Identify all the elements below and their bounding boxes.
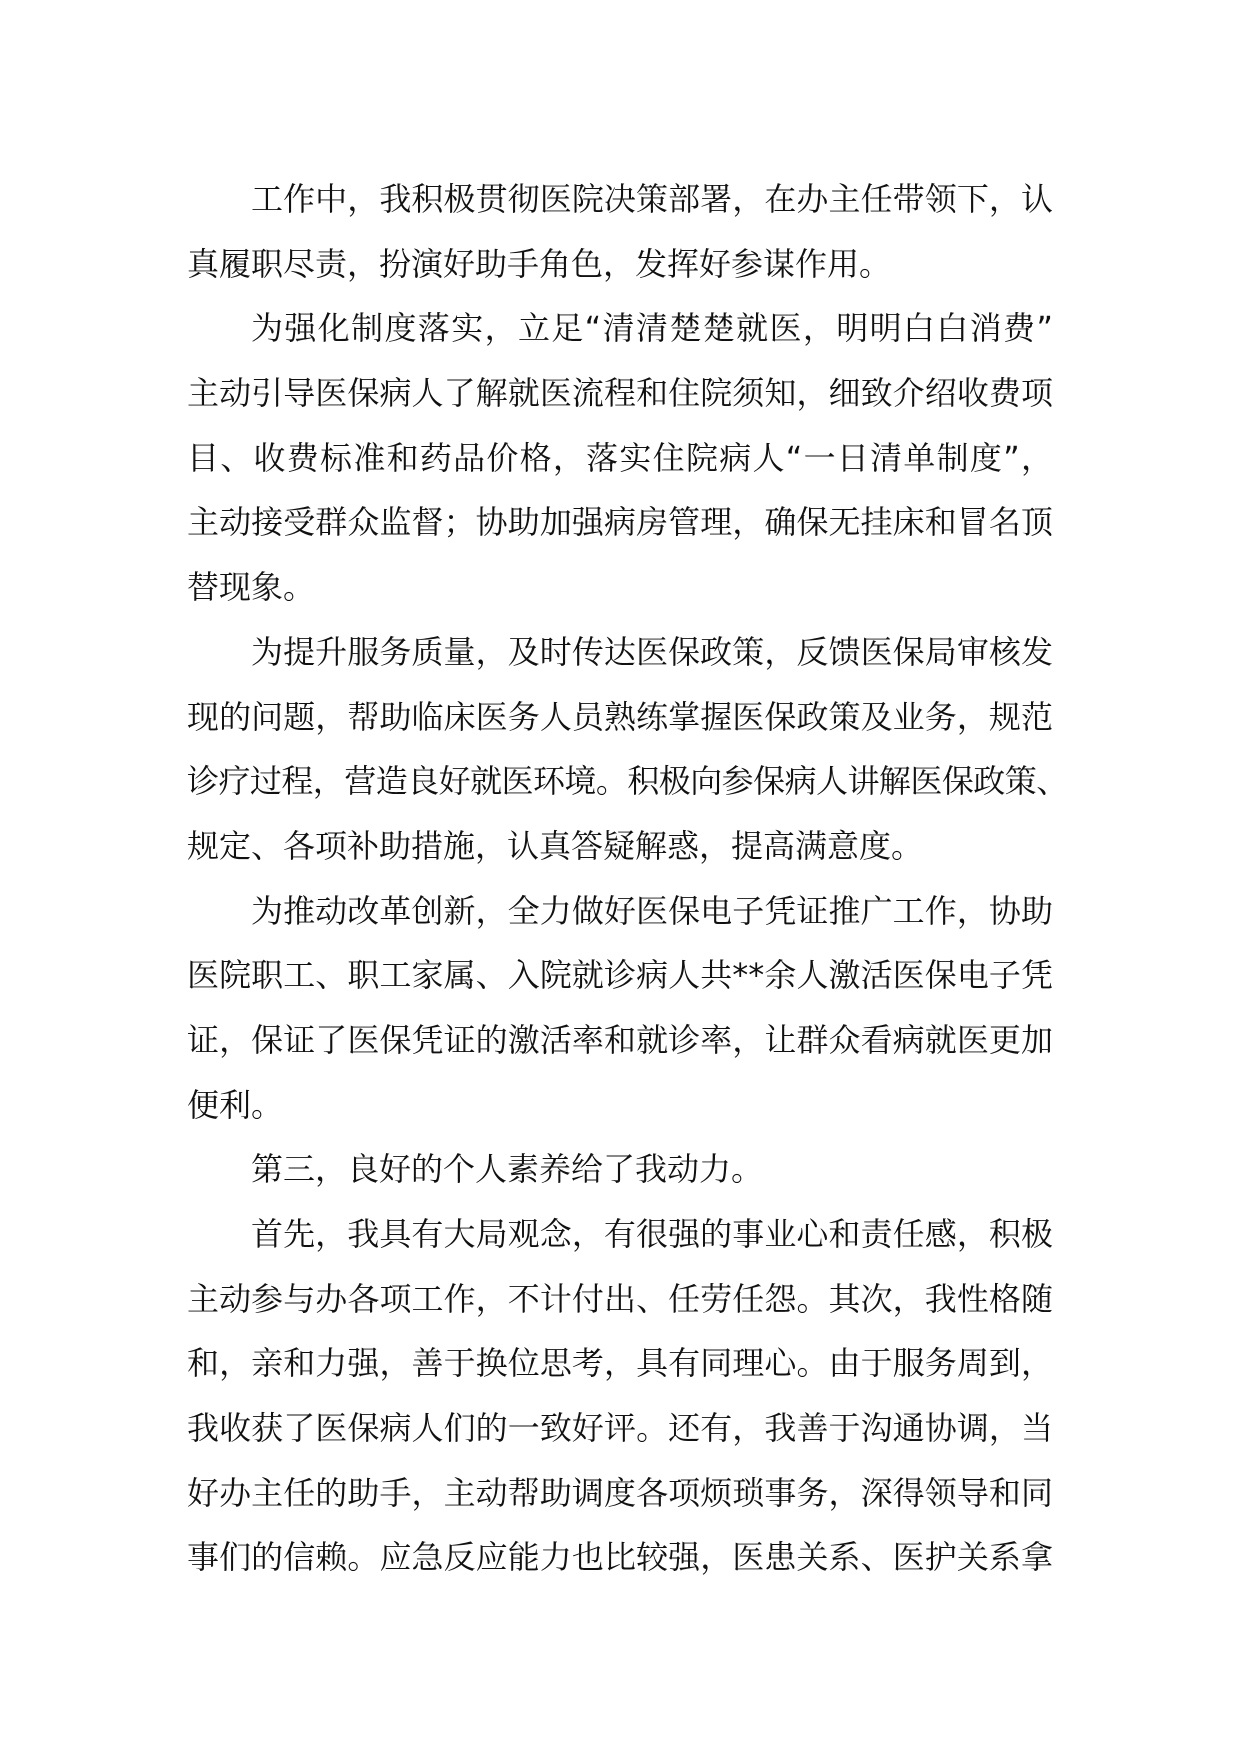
text-line: 规定、各项补助措施，认真答疑解惑，提高满意度。 bbox=[187, 826, 924, 865]
document-body bbox=[187, 167, 1067, 1590]
text-line: 目、收费标准和药品价格，落实住院病人“一日清单制度”， bbox=[187, 438, 1053, 477]
text-line: 替现象。 bbox=[187, 568, 316, 607]
text-line: 真履职尽责，扮演好助手角色，发挥好参谋作用。 bbox=[187, 244, 892, 283]
text-line: 好办主任的助手，主动帮助调度各项烦琐事务，深得领导和同 bbox=[187, 1473, 1053, 1512]
text-line: 主动接受群众监督；协助加强病房管理，确保无挂床和冒名顶 bbox=[187, 503, 1053, 542]
text-line: 证，保证了医保凭证的激活率和就诊率，让群众看病就医更加 bbox=[187, 1020, 1053, 1059]
paragraph-work-role bbox=[187, 167, 1053, 296]
text-line: 首先，我具有大局观念，有很强的事业心和责任感，积极 bbox=[251, 1215, 1053, 1253]
paragraph-reform-innovation bbox=[187, 879, 1053, 1138]
text-line: 医院职工、职工家属、入院就诊病人共**余人激活医保电子凭 bbox=[187, 956, 1053, 995]
text-line: 为推动改革创新，全力做好医保电子凭证推广工作，协助 bbox=[251, 891, 1053, 930]
text-line: 现的问题，帮助临床医务人员熟练掌握医保政策及业务，规范 bbox=[187, 697, 1053, 736]
text-line: 我收获了医保病人们的一致好评。还有，我善于沟通协调，当 bbox=[187, 1409, 1053, 1448]
text-line: 事们的信赖。应急反应能力也比较强，医患关系、医护关系拿 bbox=[187, 1538, 1053, 1577]
text-line: 工作中，我积极贯彻医院决策部署，在办主任带领下，认 bbox=[251, 180, 1053, 218]
text-line: 和，亲和力强，善于换位思考，具有同理心。由于服务周到， bbox=[187, 1344, 1053, 1383]
text-line: 为强化制度落实，立足“清清楚楚就医，明明白白消费” bbox=[251, 309, 1053, 348]
paragraph-section-heading bbox=[187, 1137, 1053, 1202]
text-line: 主动引导医保病人了解就医流程和住院须知，细致介绍收费项 bbox=[187, 374, 1053, 413]
paragraph-service-quality bbox=[187, 620, 1067, 879]
text-line: 便利。 bbox=[187, 1085, 284, 1124]
paragraph-personal-qualities bbox=[187, 1202, 1053, 1590]
paragraph-system-implementation bbox=[187, 296, 1053, 619]
text-line: 诊疗过程，营造良好就医环境。积极向参保病人讲解医保政策、 bbox=[187, 762, 1067, 801]
text-line: 主动参与办各项工作，不计付出、任劳任怨。其次，我性格随 bbox=[187, 1279, 1053, 1318]
text-line: 第三，良好的个人素养给了我动力。 bbox=[251, 1150, 764, 1189]
text-line: 为提升服务质量，及时传达医保政策，反馈医保局审核发 bbox=[251, 632, 1053, 671]
